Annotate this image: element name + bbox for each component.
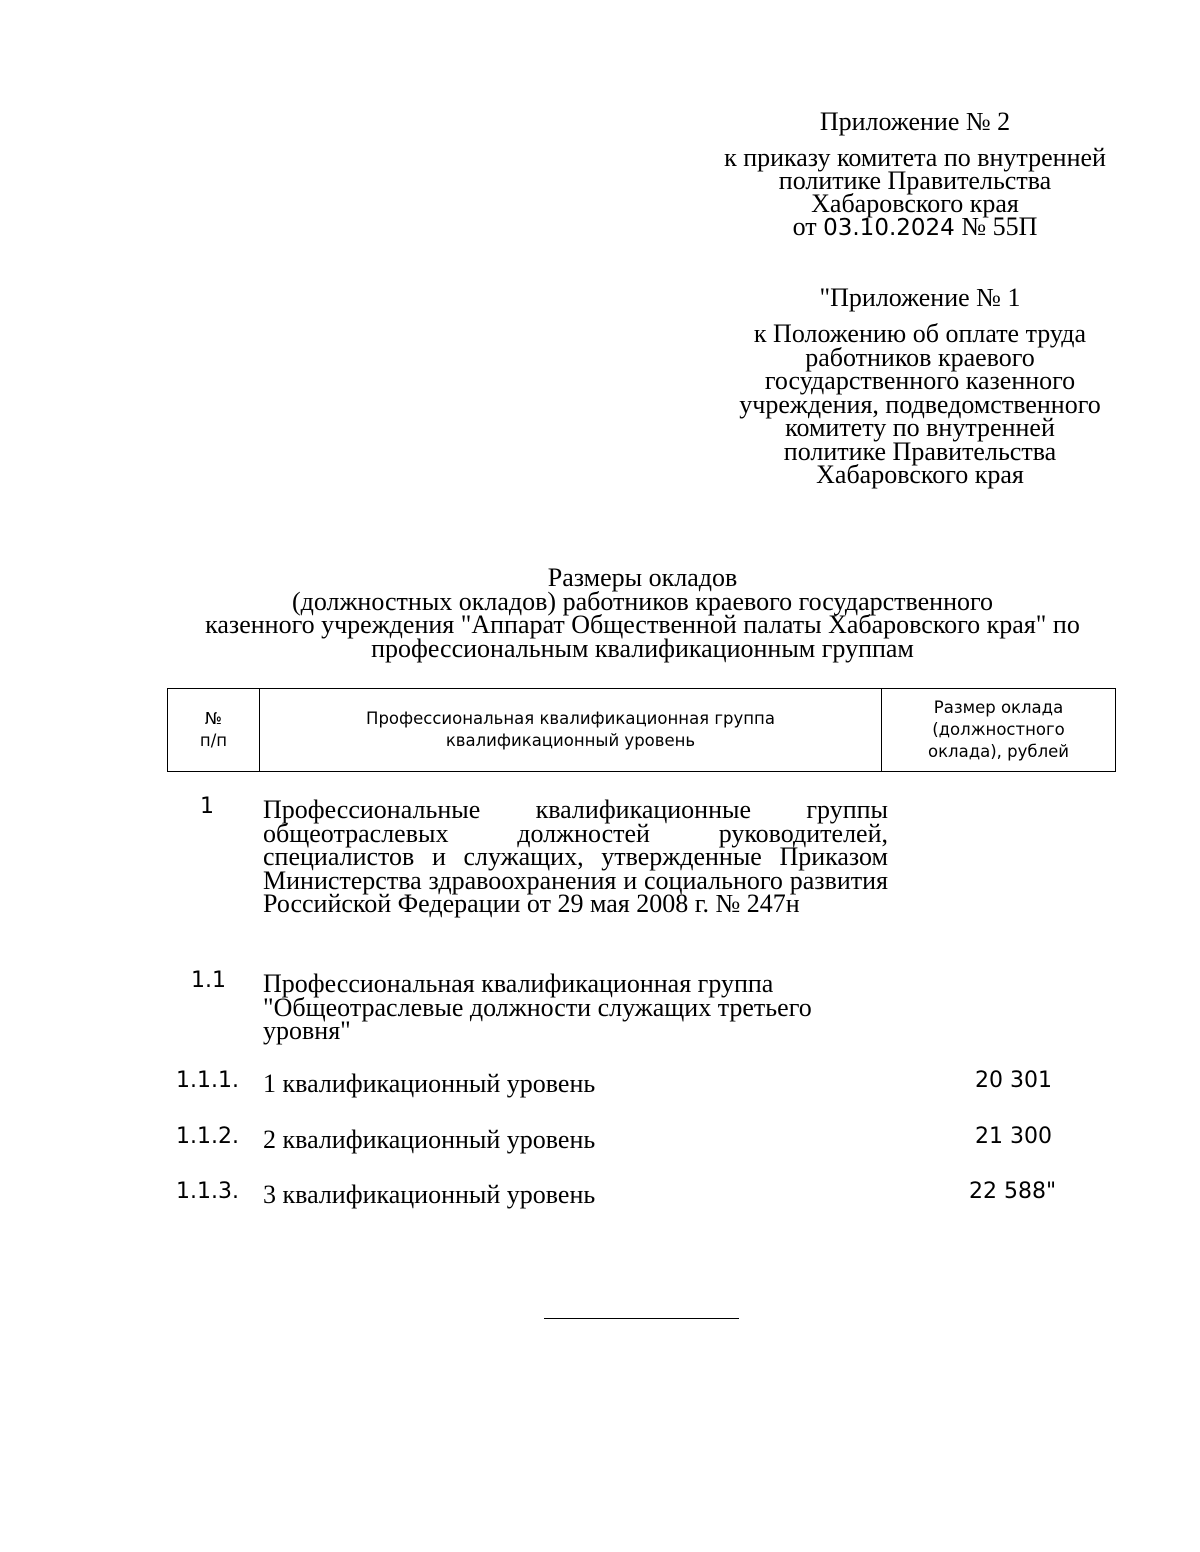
row-number: 1: [200, 794, 214, 819]
row-value: 20 301: [975, 1068, 1052, 1093]
header-cell-group: [260, 689, 882, 771]
appendix-regulation-line: комитету по внутренней: [785, 413, 1055, 442]
appendix-order-date-row: [700, 212, 1130, 241]
footer-divider-line: [544, 1318, 739, 1319]
header-cell-number: [168, 689, 260, 771]
document-title-line: казенного учреждения "Аппарат Общественной палаты Хабаровского края" по: [205, 610, 1080, 639]
appendix-order-line: к приказу комитета по внутренней: [724, 143, 1106, 172]
appendix-order-line: политике Правительства: [778, 166, 1052, 195]
row-number: 1.1.3.: [176, 1179, 239, 1204]
document-title: [130, 563, 1155, 663]
date-prefix: от: [792, 212, 817, 241]
appendix-order-block: [700, 106, 1130, 240]
appendix-regulation-line: государственного казенного: [764, 366, 1076, 395]
header-text: Размер оклада: [933, 698, 1064, 717]
row-number: 1.1.2.: [176, 1124, 239, 1149]
appendix-regulation-line: к Положению об оплате труда: [753, 319, 1087, 348]
header-text: п/п: [199, 731, 228, 750]
header-text: квалификационный уровень: [445, 731, 696, 750]
header-cell-salary: [882, 689, 1115, 771]
appendix-regulation-line: Хабаровского края: [816, 460, 1024, 489]
appendix-order-line: Хабаровского края: [811, 189, 1019, 218]
appendix-regulation-block: [715, 282, 1125, 487]
header-text: оклада), рублей: [928, 742, 1069, 761]
document-title-line: (должностных окладов) работников краевого государственного: [291, 586, 994, 616]
row-text: 2 квалификационный уровень: [263, 1125, 596, 1154]
row-text: 3 квалификационный уровень: [263, 1180, 596, 1209]
row-value: 21 300: [975, 1124, 1052, 1149]
row-number: 1.1.1.: [176, 1068, 239, 1093]
row-number: 1.1: [191, 968, 226, 993]
appendix-regulation-line: политике Правительства: [783, 436, 1057, 466]
appendix-regulation-title: "Приложение № 1: [819, 283, 1021, 312]
document-title-line: профессиональным квалификационным группам: [371, 633, 914, 663]
document-title-line: Размеры окладов: [547, 563, 738, 592]
table-header: [167, 688, 1116, 772]
row-text: Профессиональная квалификационная группа "Общеотраслевые должности служащих третьего уровня": [263, 969, 812, 1045]
row-text: 1 квалификационный уровень: [263, 1069, 596, 1098]
row-text: Профессиональные квалификационные группы общеотраслевых должностей руководителей, специалистов и служащих, утвержденные Приказом Министерства здравоохранения и социального развития Российской Федерации от 29 мая 2008 г. № 247н: [263, 795, 888, 918]
header-text: Профессиональная квалификационная группа: [366, 709, 775, 728]
appendix-regulation-line: учреждения, подведомственного: [739, 389, 1101, 419]
order-date: 03.10.2024: [823, 215, 955, 241]
header-text: №: [204, 709, 223, 728]
row-value: 22 588": [969, 1179, 1057, 1204]
appendix-regulation-line: работников краевого: [805, 342, 1035, 372]
order-number: № 55П: [961, 212, 1038, 241]
appendix-order-title: Приложение № 2: [819, 107, 1011, 136]
header-text: (должностного: [932, 720, 1065, 739]
